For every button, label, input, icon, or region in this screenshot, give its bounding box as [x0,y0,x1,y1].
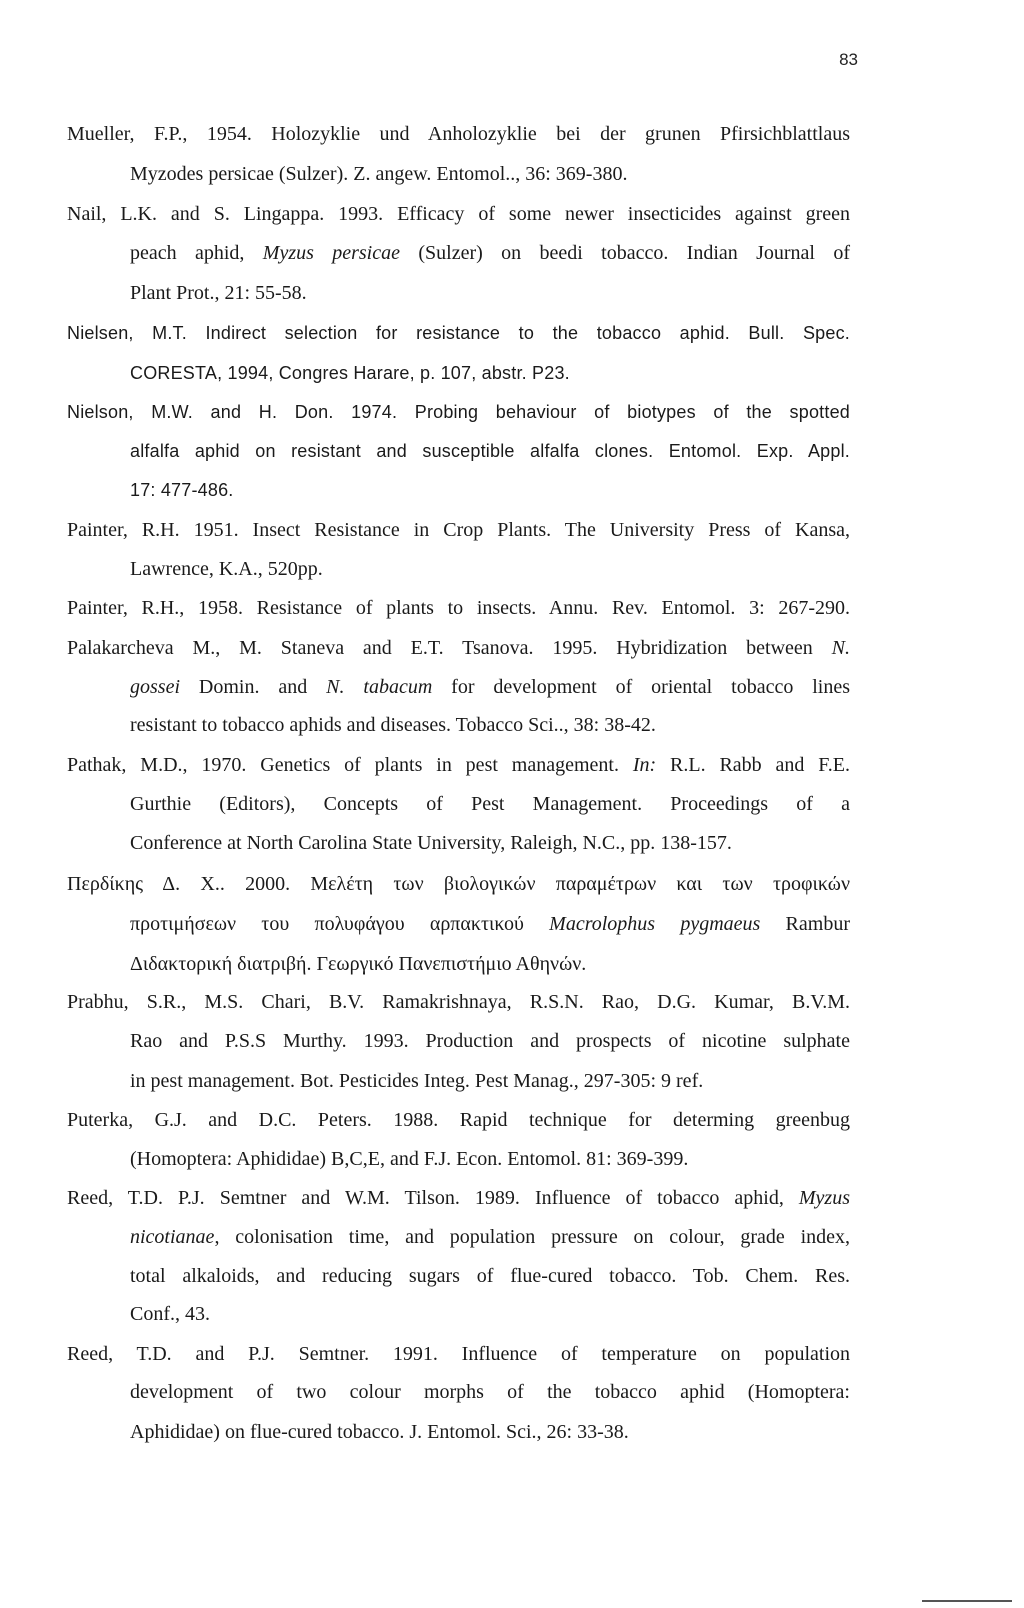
reference-continuation-line [130,478,850,502]
reference-continuation-line [130,1380,850,1404]
reference-text: for development of oriental tobacco lines [432,676,851,698]
reference-first-line [67,321,850,345]
reference-text: Nielsen, M.T. Indirect selection for resistance to the tobacco aphid. Bull. Spec. [67,323,850,343]
reference-text: peach aphid, [130,242,263,264]
reference-continuation-line [130,952,850,976]
reference-text: (Sulzer) on beedi tobacco. Indian Journal of [400,242,851,264]
reference-text: , colonisation time, and population pressure on colour, grade index, [214,1226,850,1248]
reference-text: Reed, T.D. P.J. Semtner and W.M. Tilson. 1989. Influence of tobacco aphid, [67,1187,799,1209]
reference-text: προτιμήσεων του πολυφάγου αρπακτικού [130,913,550,935]
italic-text: N. [831,637,850,659]
reference-continuation-line [130,1029,850,1053]
reference-continuation-line [130,162,850,186]
italic-text: nicotianae [130,1226,215,1248]
reference-text: Reed, T.D. and P.J. Semtner. 1991. Influence of temperature on population [67,1343,850,1365]
reference-text: Διδακτορική διατριβή. Γεωργικό Πανεπιστήμιο Αθηνών. [130,953,587,975]
reference-text: Lawrence, K.A., 520pp. [130,558,323,580]
reference-text: development of two colour morphs of the tobacco aphid (Homoptera: [130,1381,850,1403]
reference-continuation-line [130,1302,850,1326]
reference-continuation-line [130,1420,850,1444]
italic-text: Myzus persicae [262,242,400,264]
reference-continuation-line [130,675,850,699]
reference-text: Painter, R.H., 1958. Resistance of plants to insects. Annu. Rev. Entomol. 3: 267-290. [67,597,850,619]
reference-text: alfalfa aphid on resistant and susceptible alfalfa clones. Entomol. Exp. Appl. [130,441,850,461]
reference-text: Plant Prot., 21: 55-58. [130,282,307,304]
reference-text: Nail, L.K. and S. Lingappa. 1993. Efficacy of some newer insecticides against green [67,203,850,225]
reference-text: Περδίκης Δ. Χ.. 2000. Μελέτη των βιολογικών παραμέτρων και των τροφικών [67,873,850,895]
italic-text: Macrolophus pygmaeus [549,913,761,935]
reference-continuation-line [130,831,850,855]
reference-text: Painter, R.H. 1951. Insect Resistance in Crop Plants. The University Press of Kansa, [67,519,850,541]
scan-artifact-line [922,1600,1012,1602]
reference-continuation-line [130,1069,850,1093]
reference-text: resistant to tobacco aphids and diseases. Tobacco Sci.., 38: 38-42. [130,714,656,736]
page-number: 83 [839,50,858,69]
reference-continuation-line [130,439,850,463]
reference-continuation-line [130,1264,850,1288]
italic-text: N. tabacum [326,676,433,698]
reference-first-line [67,400,850,424]
reference-continuation-line [130,713,850,737]
reference-text: Rao and P.S.S Murthy. 1993. Production and prospects of nicotine sulphate [130,1030,850,1052]
reference-first-line [67,596,850,620]
reference-text: 17: 477-486. [130,480,234,500]
italic-text: gossei [130,676,180,698]
reference-text: Palakarcheva M., M. Staneva and E.T. Tsanova. 1995. Hybridization between [67,637,832,659]
italic-text: In: [632,754,657,776]
reference-first-line [67,753,850,777]
reference-continuation-line [130,281,850,305]
reference-continuation-line [130,241,850,265]
reference-text: Gurthie (Editors), Concepts of Pest Management. Proceedings of a [130,793,850,815]
reference-continuation-line [130,912,850,936]
reference-continuation-line [130,557,850,581]
reference-text: Myzodes persicae (Sulzer). Z. angew. Entomol.., 36: 369-380. [130,163,628,185]
reference-first-line [67,990,850,1014]
reference-text: Domin. and [180,676,327,698]
reference-text: total alkaloids, and reducing sugars of flue-cured tobacco. Tob. Chem. Res. [130,1265,850,1287]
reference-text: Pathak, M.D., 1970. Genetics of plants in pest management. [67,754,633,776]
reference-first-line [67,636,850,660]
reference-first-line [67,202,850,226]
reference-text: Nielson, M.W. and H. Don. 1974. Probing behaviour of biotypes of the spotted [67,402,850,422]
reference-first-line [67,122,850,146]
reference-text: Mueller, F.P., 1954. Holozyklie und Anholozyklie bei der grunen Pfirsichblattlaus [67,123,850,145]
reference-text: Rambur [760,913,850,935]
reference-continuation-line [130,1147,850,1171]
reference-text: Puterka, G.J. and D.C. Peters. 1988. Rapid technique for determing greenbug [67,1109,850,1131]
reference-continuation-line [130,792,850,816]
reference-text: Conf., 43. [130,1303,210,1325]
reference-continuation-line [130,361,850,385]
reference-text: Prabhu, S.R., M.S. Chari, B.V. Ramakrishnaya, R.S.N. Rao, D.G. Kumar, B.V.M. [67,991,850,1013]
reference-text: Conference at North Carolina State University, Raleigh, N.C., pp. 138-157. [130,832,732,854]
reference-first-line [67,1342,850,1366]
reference-first-line [67,1186,850,1210]
reference-first-line [67,1108,850,1132]
reference-continuation-line [130,1225,850,1249]
reference-text: R.L. Rabb and F.E. [656,754,851,776]
italic-text: Myzus [798,1187,850,1209]
reference-first-line [67,872,850,896]
reference-first-line [67,518,850,542]
reference-text: CORESTA, 1994, Congres Harare, p. 107, abstr. P23. [130,363,570,383]
reference-text: Aphididae) on flue-cured tobacco. J. Entomol. Sci., 26: 33-38. [130,1421,629,1443]
reference-text: (Homoptera: Aphididae) B,C,E, and F.J. Econ. Entomol. 81: 369-399. [130,1148,689,1170]
reference-text: in pest management. Bot. Pesticides Integ. Pest Manag., 297-305: 9 ref. [130,1070,704,1092]
